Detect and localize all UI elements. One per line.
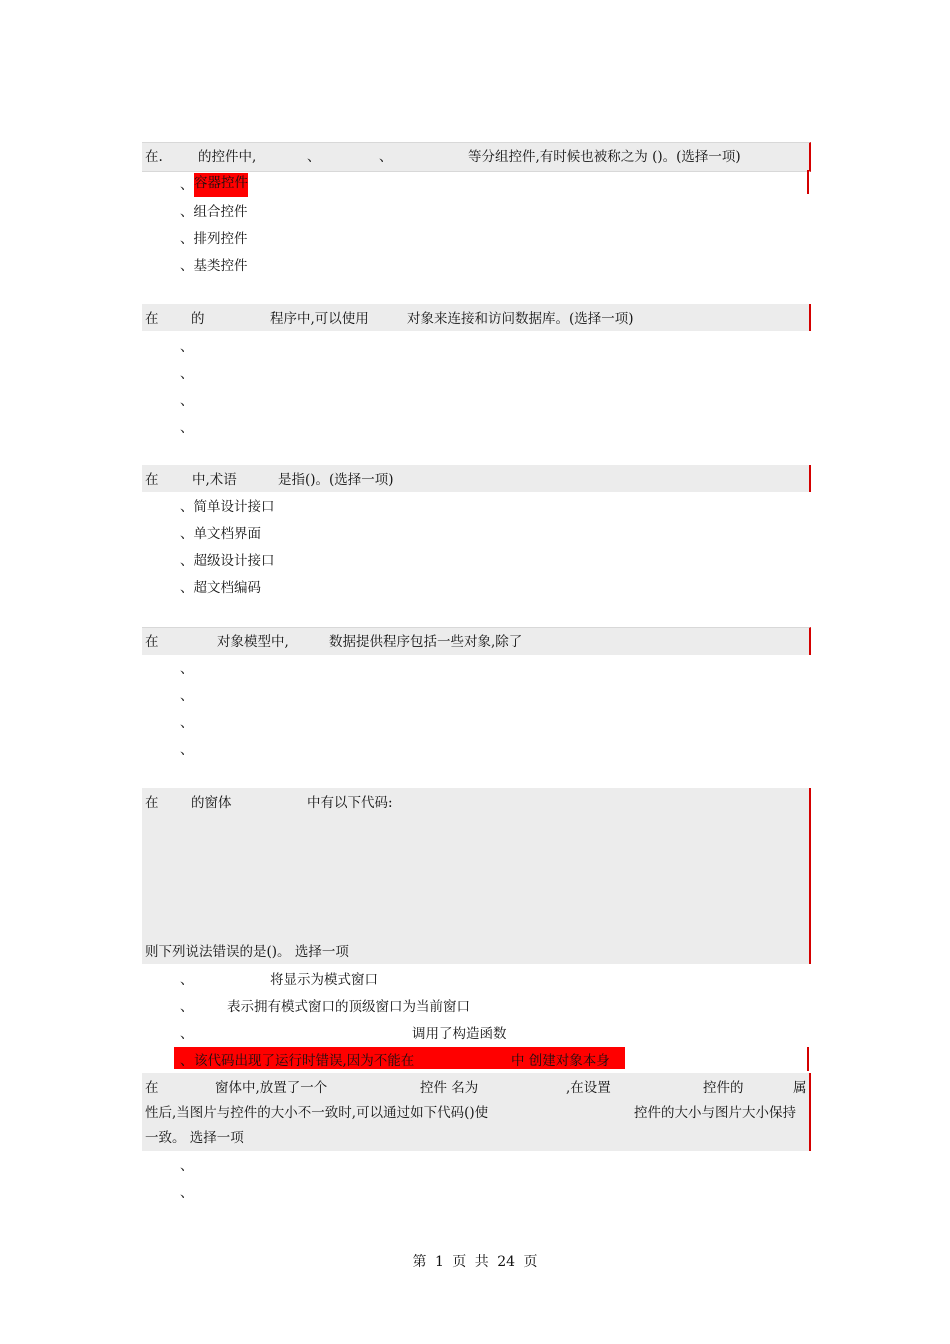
q3-option-b[interactable]: 、单文档界面 xyxy=(180,526,261,542)
q3-option-c[interactable]: 、超级设计接口 xyxy=(180,553,275,569)
q1-text-3: 、 xyxy=(307,149,321,165)
q4-text-1: 在 xyxy=(145,634,159,650)
q5-option-a-text[interactable]: 将显示为模式窗口 xyxy=(270,972,378,988)
q1-option-b[interactable]: 、组合控件 xyxy=(180,204,248,220)
question-3-band xyxy=(142,465,811,492)
q6-line3: 一致。 选择一项 xyxy=(145,1130,244,1146)
q2-option-b[interactable]: 、 xyxy=(180,366,194,382)
q3-text-1: 在 xyxy=(145,472,159,488)
q6-option-b[interactable]: 、 xyxy=(180,1185,194,1201)
q6-line1-f: 属 xyxy=(793,1080,807,1096)
q6-option-a[interactable]: 、 xyxy=(180,1158,194,1174)
q5-text-2: 的窗体 xyxy=(191,795,232,811)
q1-text-1: 在. xyxy=(145,149,163,165)
q1-text-5: 等分组控件,有时候也被称之为 ()。(选择一项) xyxy=(468,149,741,165)
q4-option-a[interactable]: 、 xyxy=(180,661,194,677)
q3-option-d[interactable]: 、超文档编码 xyxy=(180,580,261,596)
q6-line2-a: 性后,当图片与控件的大小不一致时,可以通过如下代码()使 xyxy=(145,1105,489,1121)
q1-option-c[interactable]: 、排列控件 xyxy=(180,231,248,247)
q5-side-marker xyxy=(807,1047,809,1071)
question-5-band xyxy=(142,788,811,964)
q5-option-d-mark[interactable]: 、 xyxy=(180,1053,194,1069)
q2-option-a[interactable]: 、 xyxy=(180,339,194,355)
q5-option-a-mark[interactable]: 、 xyxy=(180,972,194,988)
q4-text-3: 数据提供程序包括一些对象,除了 xyxy=(329,634,523,650)
page-footer: 第 1 页 共 24 页 xyxy=(412,1254,538,1270)
q3-option-a[interactable]: 、简单设计接口 xyxy=(180,499,275,515)
q5-option-b-mark[interactable]: 、 xyxy=(180,999,194,1015)
q5-prompt: 则下列说法错误的是()。 选择一项 xyxy=(145,944,349,960)
q1-text-2: 的控件中, xyxy=(198,149,257,165)
q6-line1-a: 在 xyxy=(145,1080,159,1096)
q1-text-4: 、 xyxy=(379,149,393,165)
q6-line1-b: 窗体中,放置了一个 xyxy=(215,1080,328,1096)
q4-option-b[interactable]: 、 xyxy=(180,688,194,704)
q6-line1-c: 控件 名为 xyxy=(420,1080,479,1096)
q1-option-a-mark[interactable]: 、 xyxy=(180,177,194,193)
q2-text-1: 在 xyxy=(145,311,159,327)
q1-side-marker xyxy=(807,170,809,194)
q3-text-2: 中,术语 xyxy=(192,472,237,488)
q5-option-d-text[interactable]: 该代码出现了运行时错误,因为不能在 xyxy=(194,1053,415,1069)
q5-option-d-text-2[interactable]: 中 创建对象本身 xyxy=(511,1053,610,1069)
q4-option-c[interactable]: 、 xyxy=(180,715,194,731)
q2-option-d[interactable]: 、 xyxy=(180,420,194,436)
q6-line2-b: 控件的大小与图片大小保持 xyxy=(634,1105,796,1121)
q4-text-2: 对象模型中, xyxy=(217,634,289,650)
q2-text-3: 程序中,可以使用 xyxy=(270,311,369,327)
q1-option-a-answer[interactable]: 容器控件 xyxy=(194,173,248,197)
q5-option-c-text[interactable]: 调用了构造函数 xyxy=(412,1026,507,1042)
q5-option-b-text[interactable]: 表示拥有模式窗口的顶级窗口为当前窗口 xyxy=(227,999,470,1015)
q2-text-2: 的 xyxy=(191,311,205,327)
q6-line1-d: ,在设置 xyxy=(566,1080,611,1096)
q2-text-4: 对象来连接和访问数据库。(选择一项) xyxy=(407,311,634,327)
q2-option-c[interactable]: 、 xyxy=(180,393,194,409)
q5-text-3: 中有以下代码: xyxy=(307,795,393,811)
q6-line1-e: 控件的 xyxy=(703,1080,744,1096)
q4-option-d[interactable]: 、 xyxy=(180,742,194,758)
q5-option-c-mark[interactable]: 、 xyxy=(180,1026,194,1042)
q3-text-3: 是指()。(选择一项) xyxy=(278,472,394,488)
q5-text-1: 在 xyxy=(145,795,159,811)
q1-option-d[interactable]: 、基类控件 xyxy=(180,258,248,274)
